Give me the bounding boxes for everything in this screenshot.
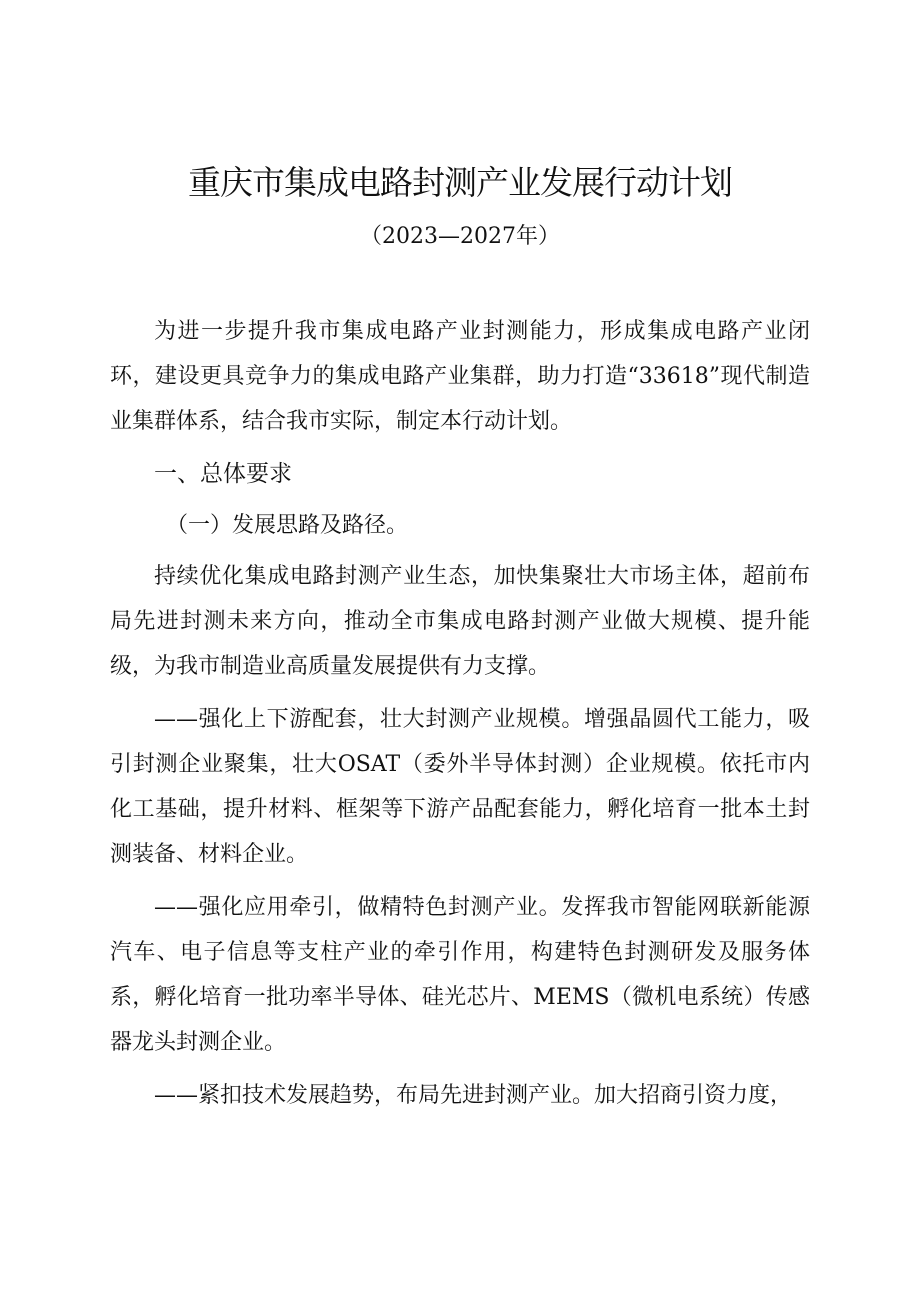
intro-paragraph: 为进一步提升我市集成电路产业封测能力，形成集成电路产业闭环，建设更具竞争力的集成电路产业集群，助力打造“33618”现代制造业集群体系，结合我市实际，制定本行动计划。: [110, 319, 810, 434]
body-paragraph: ——紧扣技术发展趋势，布局先进封测产业。加大招商引资力度，: [154, 1083, 793, 1108]
document-body: [110, 309, 810, 1126]
document-title: 重庆市集成电路封测产业发展行动计划: [188, 163, 732, 202]
section-heading: 一、总体要求: [154, 461, 292, 487]
subsection-heading: （一）发展思路及路径。: [166, 513, 409, 538]
body-paragraph: ——强化上下游配套，壮大封测产业规模。增强晶圆代工能力，吸引封测企业聚集，壮大OSAT（委外半导体封测）企业规模。依托市内化工基础，提升材料、框架等下游产品配套能力，孵化培育一批本土封测装备、材料企业。: [110, 707, 810, 867]
body-paragraph: ——强化应用牵引，做精特色封测产业。发挥我市智能网联新能源汽车、电子信息等支柱产业的牵引作用，构建特色封测研发及服务体系，孵化培育一批功率半导体、硅光芯片、MEMS（微机电系统）传感器龙头封测企业。: [110, 895, 810, 1055]
body-paragraph: 持续优化集成电路封测产业生态，加快集聚壮大市场主体，超前布局先进封测未来方向，推动全市集成电路封测产业做大规模、提升能级，为我市制造业高质量发展提供有力支撑。: [110, 564, 810, 679]
document-subtitle: （2023—2027年）: [360, 224, 560, 249]
